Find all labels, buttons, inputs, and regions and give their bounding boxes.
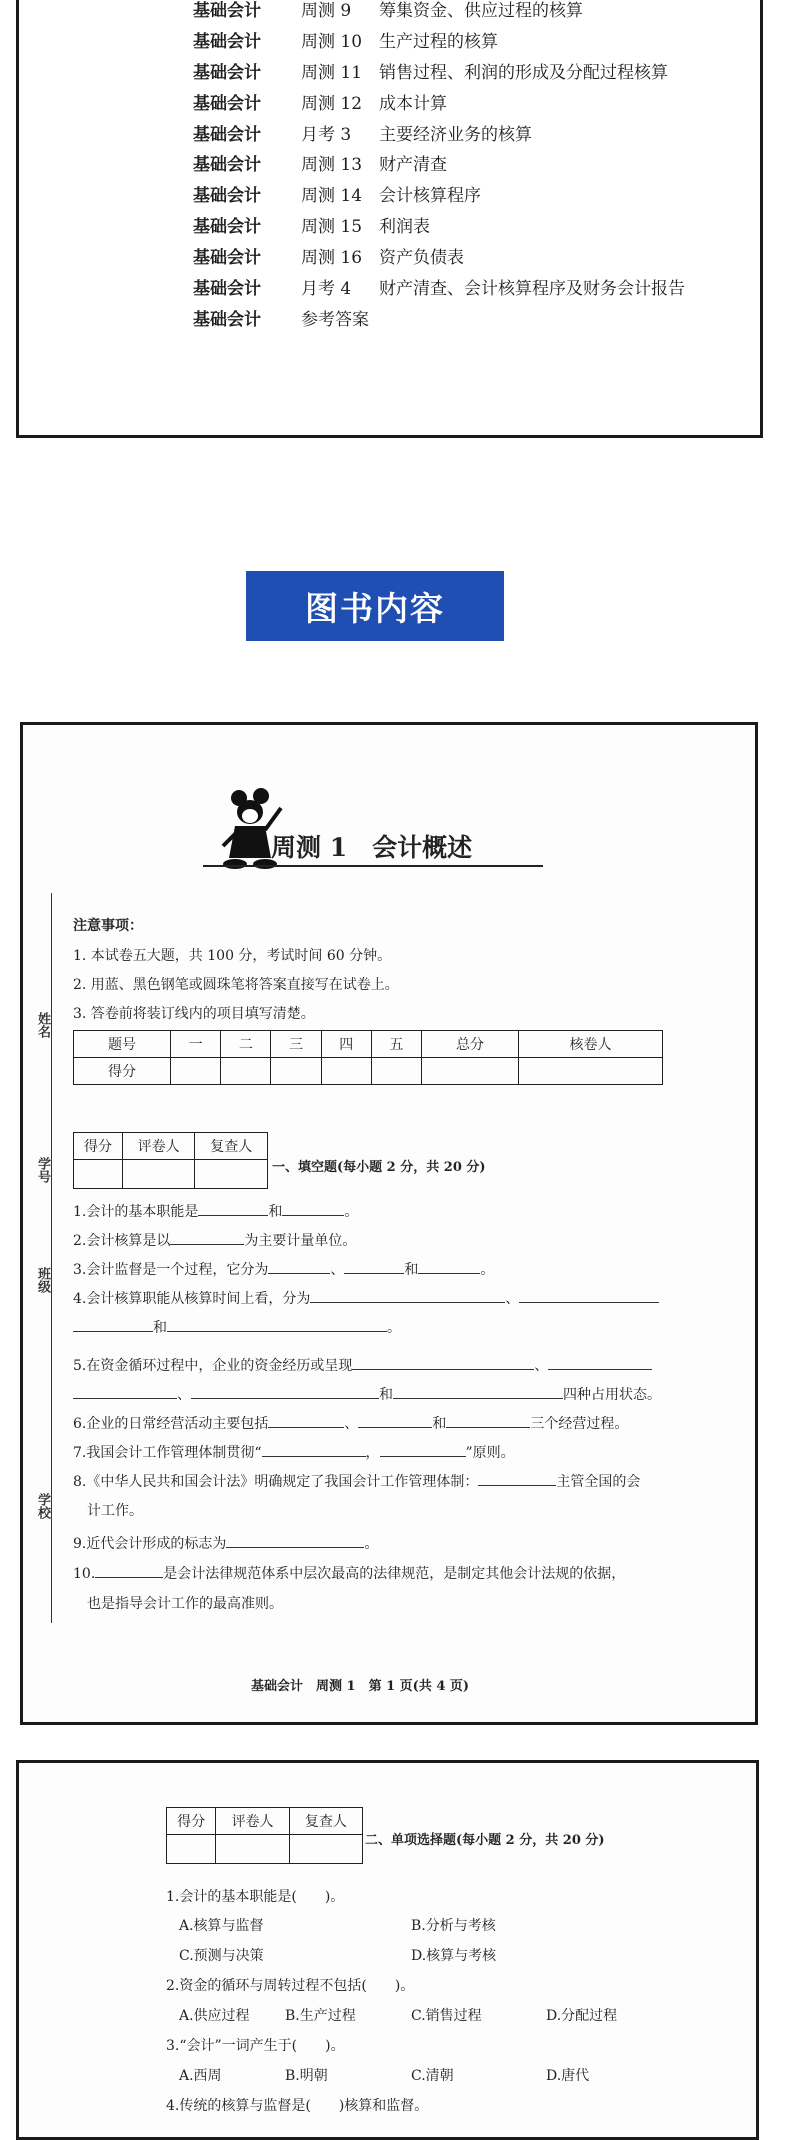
toc-item: 周测 13 xyxy=(301,155,363,175)
score-header: 五 xyxy=(371,1031,421,1058)
toc-subject: 基础会计 xyxy=(193,217,261,237)
note-2: 2. 用蓝、黑色钢笔或圆珠笔将答案直接写在试卷上。 xyxy=(73,977,399,993)
question-4-cont: 和 。 xyxy=(73,1317,401,1337)
grader-header-grader: 评卷人 xyxy=(122,1133,195,1160)
mc-question-1: 1.会计的基本职能是( )。 xyxy=(166,1889,345,1905)
toc-item: 周测 11 xyxy=(301,63,363,83)
toc-title: 生产过程的核算 xyxy=(379,32,498,52)
question-7: 7.我国会计工作管理体制贯彻“ ， ”原则。 xyxy=(73,1442,515,1462)
section-1-title: 一、填空题(每小题 2 分，共 20 分) xyxy=(272,1160,486,1175)
toc-subject: 基础会计 xyxy=(193,125,261,145)
toc-row xyxy=(193,305,379,330)
mc-option: C.预测与决策 xyxy=(179,1948,264,1964)
mc-question-4: 4.传统的核算与监督是( )核算和监督。 xyxy=(166,2098,429,2114)
toc-row xyxy=(193,243,464,268)
question-10-cont: 也是指导会计工作的最高准则。 xyxy=(87,1596,283,1612)
page-footer: 基础会计 周测 1 第 1 页(共 4 页) xyxy=(251,1679,470,1694)
toc-row xyxy=(193,27,498,52)
score-header: 三 xyxy=(271,1031,321,1058)
toc-row xyxy=(193,274,685,299)
mc-option: A.供应过程 xyxy=(179,2008,250,2024)
toc-item: 月考 3 xyxy=(301,125,352,145)
mc-option: D.唐代 xyxy=(546,2068,590,2084)
score-cell xyxy=(519,1058,663,1085)
mc-question-3: 3.“会计”一词产生于( )。 xyxy=(166,2038,345,2054)
score-row-label: 得分 xyxy=(74,1058,171,1085)
toc-subject: 基础会计 xyxy=(193,186,261,206)
toc-title: 资产负债表 xyxy=(379,248,464,268)
toc-subject: 基础会计 xyxy=(193,63,261,83)
grader-header-score: 得分 xyxy=(167,1808,216,1835)
section-banner: 图书内容 xyxy=(246,571,504,641)
toc-row xyxy=(193,120,532,145)
mc-option: A.核算与监督 xyxy=(179,1918,264,1934)
score-header: 四 xyxy=(321,1031,371,1058)
question-2: 2.会计核算是以 为主要计量单位。 xyxy=(73,1230,356,1250)
toc-item: 周测 9 xyxy=(301,1,352,21)
toc-subject: 基础会计 xyxy=(193,94,261,114)
toc-title: 筹集资金、供应过程的核算 xyxy=(379,1,583,21)
mc-option: C.清朝 xyxy=(411,2068,454,2084)
score-table xyxy=(73,1030,663,1085)
side-label-id: 学号 xyxy=(35,1157,50,1183)
side-label-class: 班级 xyxy=(35,1267,50,1293)
score-cell xyxy=(321,1058,371,1085)
grader-header-reviewer: 复查人 xyxy=(195,1133,268,1160)
grader-header-score: 得分 xyxy=(74,1133,123,1160)
toc-subject: 基础会计 xyxy=(193,310,261,330)
score-cell xyxy=(371,1058,421,1085)
score-cell xyxy=(421,1058,518,1085)
toc-title: 财产清查 xyxy=(379,155,447,175)
score-header: 二 xyxy=(221,1031,271,1058)
toc-item: 周测 15 xyxy=(301,217,363,237)
mc-option: D.核算与考核 xyxy=(411,1948,497,1964)
exam-page-2 xyxy=(16,1760,759,2140)
mc-option: A.西周 xyxy=(179,2068,222,2084)
note-1: 1. 本试卷五大题，共 100 分，考试时间 60 分钟。 xyxy=(73,948,392,964)
toc-subject: 基础会计 xyxy=(193,279,261,299)
mc-option: B.生产过程 xyxy=(285,2008,356,2024)
toc-title: 成本计算 xyxy=(379,94,447,114)
toc-row xyxy=(193,181,481,206)
question-8-cont: 计工作。 xyxy=(87,1503,143,1519)
score-cell xyxy=(271,1058,321,1085)
side-label-name: 姓名 xyxy=(35,1012,50,1038)
score-cell xyxy=(221,1058,271,1085)
toc-row xyxy=(193,0,583,21)
score-header: 核卷人 xyxy=(519,1031,663,1058)
question-5: 5.在资金循环过程中，企业的资金经历或呈现 、 xyxy=(73,1355,652,1375)
toc-item: 参考答案 xyxy=(301,310,369,330)
score-cell xyxy=(171,1058,221,1085)
mc-option: B.明朝 xyxy=(285,2068,328,2084)
toc-item: 月考 4 xyxy=(301,279,352,299)
question-5-cont: 、 和 四种占用状态。 xyxy=(73,1384,661,1404)
question-6: 6.企业的日常经营活动主要包括 、 和 三个经营过程。 xyxy=(73,1413,628,1433)
toc-row xyxy=(193,212,430,237)
question-4: 4.会计核算职能从核算时间上看，分为 、 xyxy=(73,1288,659,1308)
grader-header-grader: 评卷人 xyxy=(216,1808,289,1835)
question-10: 10. 是会计法律规范体系中层次最高的法律规范，是制定其他会计法规的依据， xyxy=(73,1563,625,1583)
mc-question-2: 2.资金的循环与周转过程不包括( )。 xyxy=(166,1978,415,1994)
toc-item: 周测 16 xyxy=(301,248,363,268)
question-3: 3.会计监督是一个过程，它分为 、 和 。 xyxy=(73,1259,494,1279)
score-header: 题号 xyxy=(74,1031,171,1058)
toc-title: 财产清查、会计核算程序及财务会计报告 xyxy=(379,279,685,299)
toc-title: 销售过程、利润的形成及分配过程核算 xyxy=(379,63,668,83)
toc-item: 周测 12 xyxy=(301,94,363,114)
note-3: 3. 答卷前将装订线内的项目填写清楚。 xyxy=(73,1006,315,1022)
mc-option: B.分析与考核 xyxy=(411,1918,496,1934)
toc-subject: 基础会计 xyxy=(193,32,261,52)
grader-table-2 xyxy=(166,1807,363,1864)
toc-title: 主要经济业务的核算 xyxy=(379,125,532,145)
score-header: 总分 xyxy=(421,1031,518,1058)
toc-item: 周测 14 xyxy=(301,186,363,206)
toc-row xyxy=(193,89,447,114)
toc-subject: 基础会计 xyxy=(193,1,261,21)
mc-option: C.销售过程 xyxy=(411,2008,482,2024)
question-8: 8.《中华人民共和国会计法》明确规定了我国会计工作管理体制： 主管全国的会 xyxy=(73,1471,640,1491)
grader-header-reviewer: 复查人 xyxy=(289,1808,362,1835)
grader-table xyxy=(73,1132,268,1189)
toc-title: 利润表 xyxy=(379,217,430,237)
side-label-school: 学校 xyxy=(35,1493,50,1519)
question-1: 1.会计的基本职能是 和 。 xyxy=(73,1201,358,1221)
toc-row xyxy=(193,58,668,83)
toc-title: 会计核算程序 xyxy=(379,186,481,206)
mc-option: D.分配过程 xyxy=(546,2008,618,2024)
toc-subject: 基础会计 xyxy=(193,248,261,268)
exam-title: 周测 1 会计概述 xyxy=(271,833,473,862)
toc-item: 周测 10 xyxy=(301,32,363,52)
question-9: 9.近代会计形成的标志为 。 xyxy=(73,1533,378,1553)
title-underline xyxy=(203,865,543,867)
toc-subject: 基础会计 xyxy=(193,155,261,175)
exam-page-1 xyxy=(20,722,758,1725)
section-2-title: 二、单项选择题(每小题 2 分，共 20 分) xyxy=(365,1833,605,1848)
score-header: 一 xyxy=(171,1031,221,1058)
toc-row xyxy=(193,150,447,175)
notes-heading: 注意事项： xyxy=(73,918,143,934)
